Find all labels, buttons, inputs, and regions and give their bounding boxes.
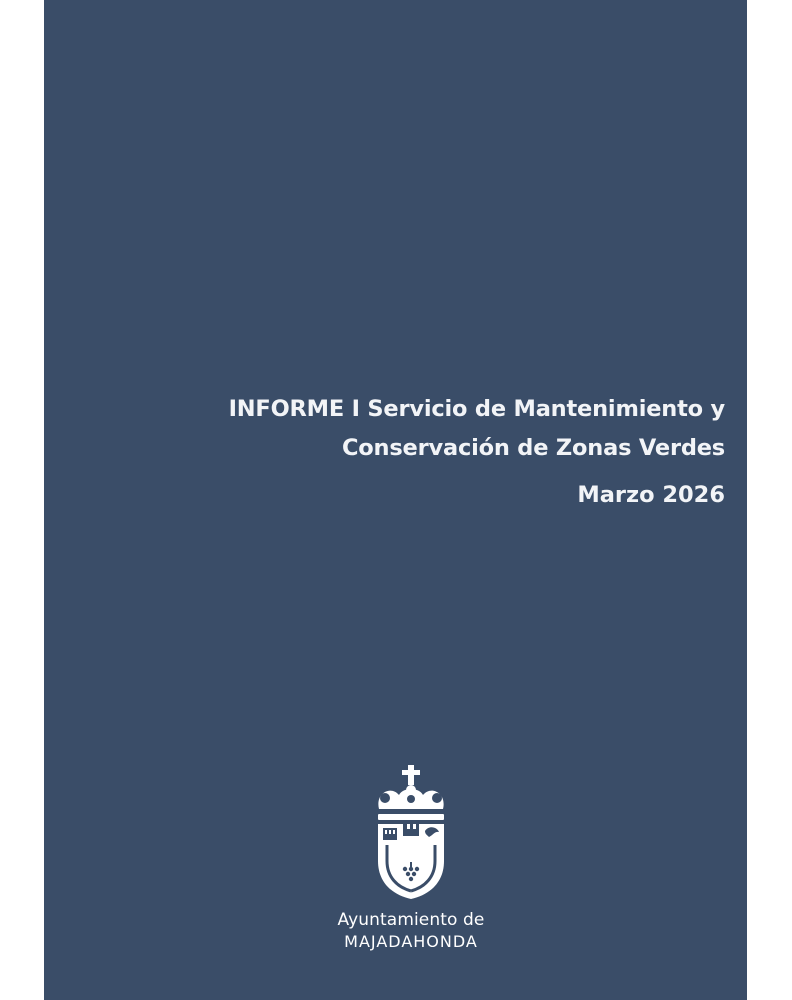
logo-line-1: Ayuntamiento de — [337, 910, 485, 930]
coat-of-arms-icon — [373, 765, 449, 901]
municipality-logo — [323, 765, 499, 955]
logo-line-2: MAJADAHONDA — [344, 932, 478, 951]
report-title-line-1: INFORME I Servicio de Mantenimiento y — [228, 396, 725, 422]
logo-wordmark — [323, 909, 499, 953]
report-title-line-2: Conservación de Zonas Verdes — [341, 435, 725, 461]
report-title-block — [229, 390, 725, 515]
report-date: Marzo 2026 — [577, 482, 725, 508]
